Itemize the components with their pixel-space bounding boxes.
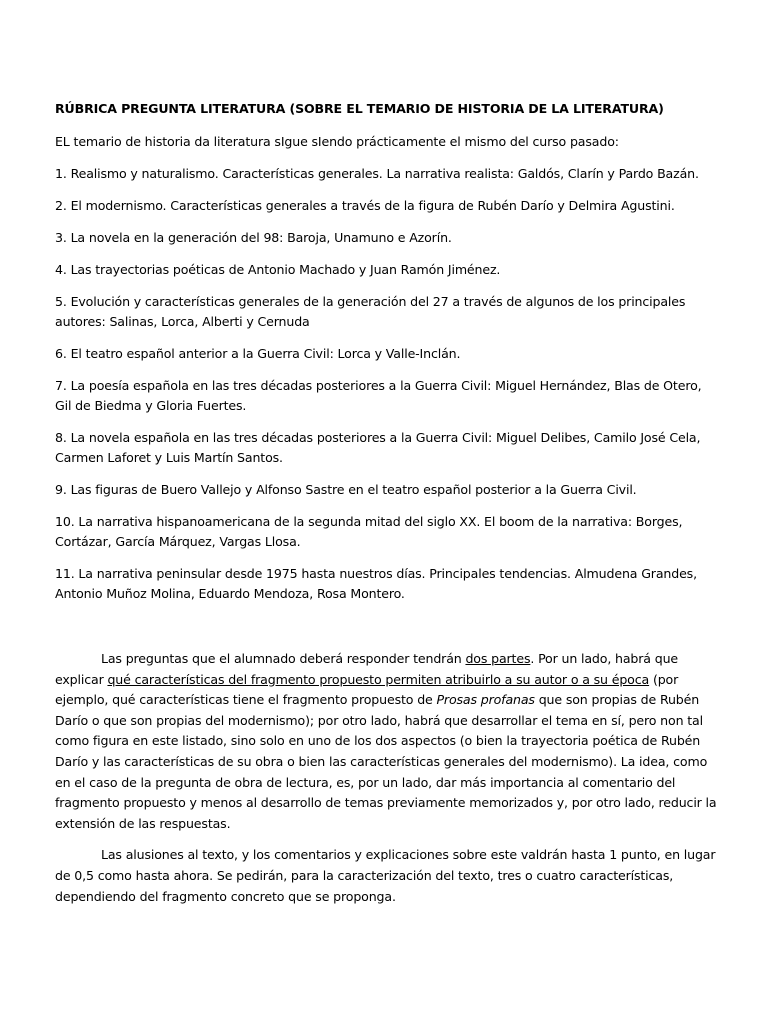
underlined-text: dos partes (465, 651, 531, 666)
list-item: 1. Realismo y naturalismo. Características generales. La narrativa realista: Galdós, Clarín y Pardo Bazán. (55, 166, 699, 181)
paragraph-text: Las preguntas que el alumnado deberá responder tendrán (101, 651, 466, 666)
italic-title: Prosas profanas (436, 692, 535, 708)
list-item: 8. La novela española en las tres décadas posteriores a la Guerra Civil: Miguel Delibes, Camilo José Cela, Carmen Laforet y Luis Martín Santos. (55, 430, 701, 465)
paragraph-text: que son propias de Rubén Darío o que son propias del modernismo); por otro lado, habrá que desarrollar el tema en sí, pero non tal como figura en este listado, sino solo en uno de los dos aspectos (o bien la trayectoria poética de Rubén Darío y las características de su obra o bien las características generales del modernismo). La idea, como en el caso de la pregunta de obra de lectura, es, por un lado, dar más importancia al comentario del fragmento propuesto y menos al desarrollo de temas previamente memorizados y, por otro lado, reducir la extensión de las respuestas. (55, 692, 717, 831)
document-page (55, 100, 720, 918)
list-item: 6. El teatro español anterior a la Guerra Civil: Lorca y Valle-Inclán. (55, 346, 461, 361)
list-item: 10. La narrativa hispanoamericana de la segunda mitad del siglo XX. El boom de la narrativa: Borges, Cortázar, García Márquez, Vargas Llosa. (55, 514, 683, 549)
scoring-paragraph: Las alusiones al texto, y los comentarios y explicaciones sobre este valdrán hasta 1 punto, en lugar de 0,5 como hasta ahora. Se pedirán, para la caracterización del texto, tres o cuatro características, dependiendo del fragmento concreto que se proponga. (55, 847, 716, 904)
list-item: 7. La poesía española en las tres décadas posteriores a la Guerra Civil: Miguel Hernández, Blas de Otero, Gil de Biedma y Gloria Fuertes. (55, 378, 702, 413)
paragraph-text: . Por un lado, habrá que explicar (55, 651, 679, 687)
list-item: 5. Evolución y características generales de la generación del 27 a través de algunos de los principales autores: Salinas, Lorca, Alberti y Cernuda (55, 294, 686, 329)
list-item: 3. La novela en la generación del 98: Baroja, Unamuno e Azorín. (55, 230, 452, 245)
intro-text: EL temario de historia da literatura sIgue sIendo prácticamente el mismo del curso pasado: (55, 134, 619, 149)
underlined-text: qué características del fragmento propuesto permiten atribuirlo a su autor o a su época (107, 671, 650, 687)
document-title: RÚBRICA PREGUNTA LITERATURA (SOBRE EL TEMARIO DE HISTORIA DE LA LITERATURA) (55, 101, 664, 116)
list-item: 4. Las trayectorias poéticas de Antonio Machado y Juan Ramón Jiménez. (55, 262, 501, 277)
spacer (55, 616, 720, 649)
list-item: 9. Las figuras de Buero Vallejo y Alfonso Sastre en el teatro español posterior a la Guerra Civil. (55, 482, 637, 497)
list-item: 11. La narrativa peninsular desde 1975 hasta nuestros días. Principales tendencias. Almudena Grandes, Antonio Muñoz Molina, Eduardo Mendoza, Rosa Montero. (55, 566, 697, 601)
list-item: 2. El modernismo. Características generales a través de la figura de Rubén Darío y Delmira Agustini. (55, 198, 675, 213)
paragraph-text: (por ejemplo, qué características tiene el fragmento propuesto de (55, 671, 679, 708)
explanation-paragraph (55, 649, 720, 834)
